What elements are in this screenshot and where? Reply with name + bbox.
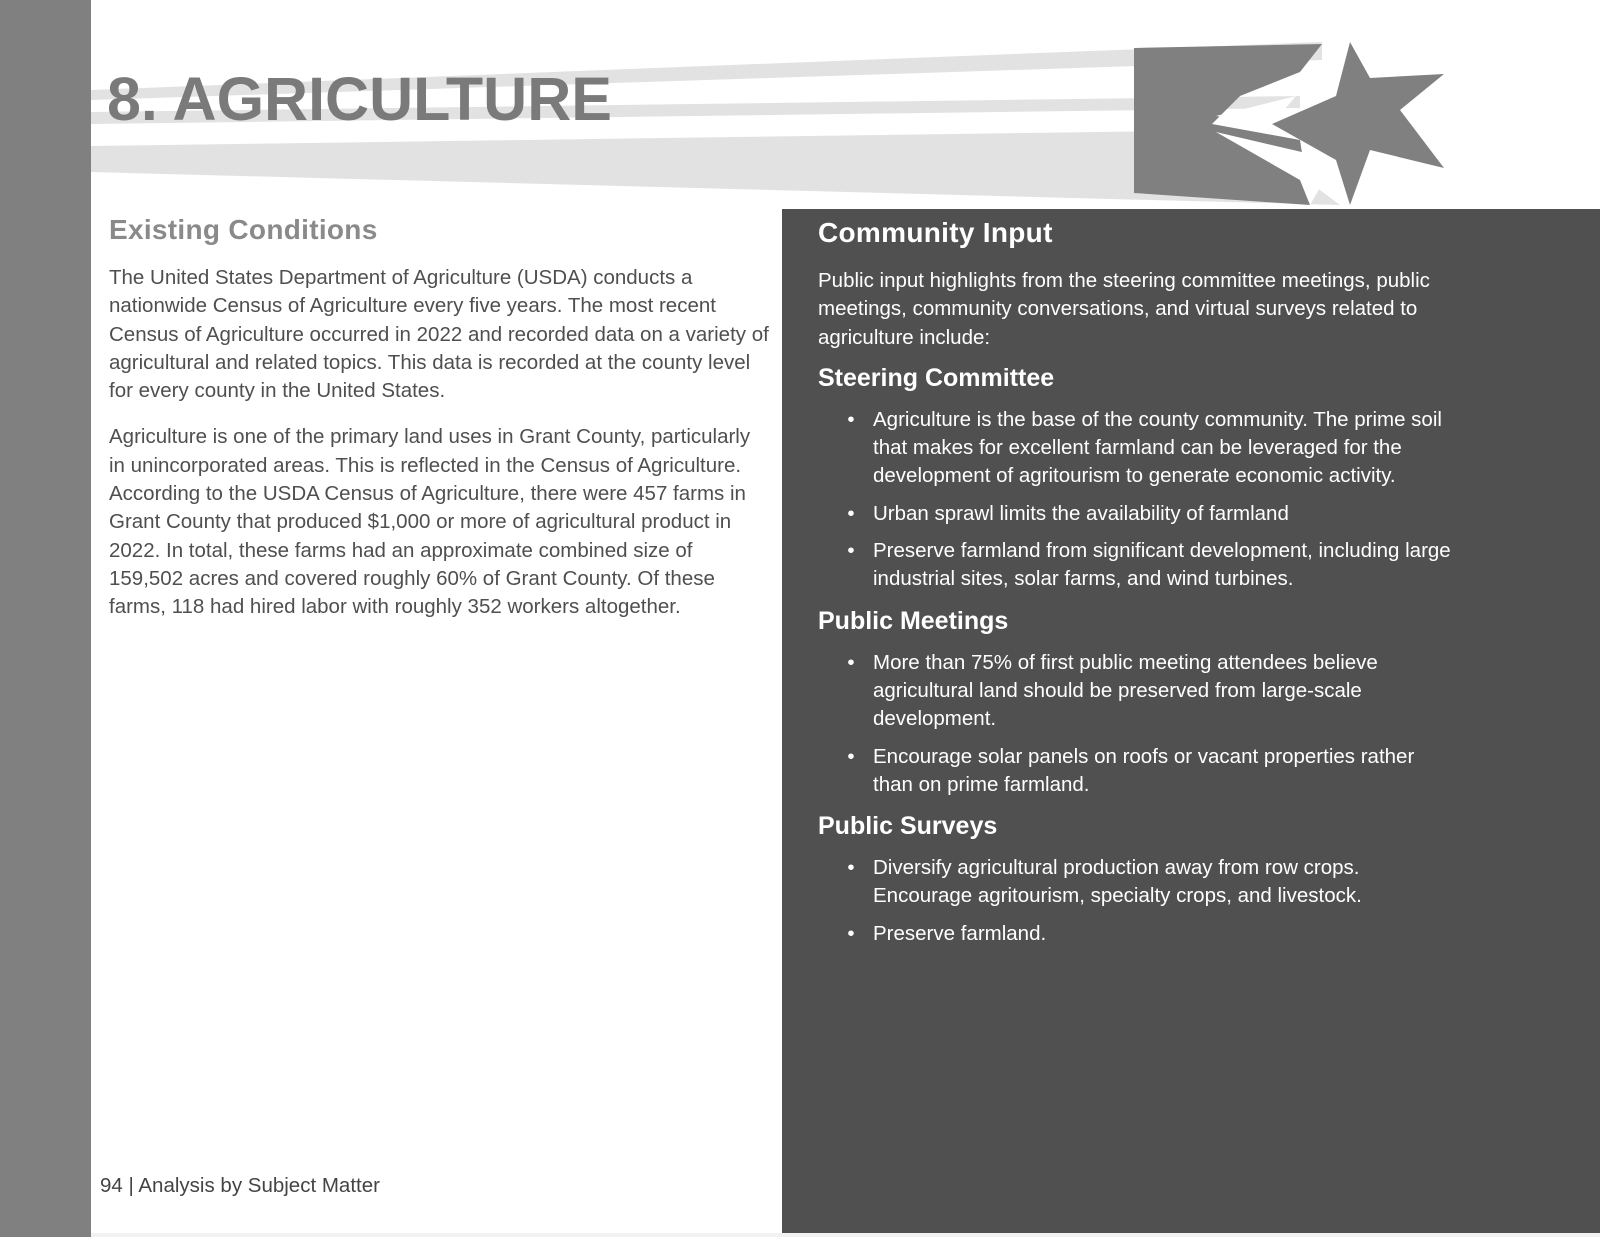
list-item-text: Agriculture is the base of the county community. The prime soil that makes for excellent farmland can be leveraged for the development of agritourism to generate economic activity. <box>873 407 1442 488</box>
list-item-text: Preserve farmland. <box>873 921 1047 945</box>
public-surveys-heading: Public Surveys <box>818 812 998 841</box>
list-item <box>818 649 1458 734</box>
list-item-text: Encourage solar panels on roofs or vacant properties rather than on prime farmland. <box>873 744 1415 796</box>
bullet-icon: • <box>847 856 855 880</box>
bullet-icon: • <box>847 921 855 945</box>
public-surveys-list <box>818 854 1458 948</box>
list-item-text: More than 75% of first public meeting attendees believe agricultural land should be preserved from large-scale development. <box>873 650 1378 731</box>
public-meetings-heading: Public Meetings <box>818 606 1009 635</box>
bullet-icon: • <box>847 650 855 674</box>
existing-conditions-paragraph: The United States Department of Agriculture (USDA) conducts a nationwide Census of Agriculture every five years. The most recent Census of Agriculture occurred in 2022 and recorded data on a variety of agricultural and related topics. This data is recorded at the county level for every county in the United States. <box>109 266 769 403</box>
steering-committee-list <box>818 406 1458 594</box>
existing-conditions-section <box>109 210 769 640</box>
list-item-text: Urban sprawl limits the availability of farmland <box>873 501 1289 525</box>
chapter-title: 8. AGRICULTURE <box>107 65 612 133</box>
list-item <box>818 920 1458 948</box>
bullet-icon: • <box>847 407 855 431</box>
existing-conditions-paragraph: Agriculture is one of the primary land uses in Grant County, particularly in unincorporated areas. This is reflected in the Census of Agriculture. According to the USDA Census of Agriculture, there were 457 farms in Grant County that produced $1,000 or more of agricultural product in 2022. In total, these farms had an approximate combined size of 159,502 acres and covered roughly 60% of Grant County. Of these farms, 118 had hired labor with roughly 352 workers altogether. <box>109 425 751 619</box>
bullet-icon: • <box>847 744 855 768</box>
bullet-icon: • <box>847 539 855 563</box>
page-footer: 94 | Analysis by Subject Matter <box>100 1174 380 1197</box>
existing-conditions-heading: Existing Conditions <box>109 214 378 245</box>
bullet-icon: • <box>847 501 855 525</box>
community-input-heading: Community Input <box>818 217 1053 248</box>
community-input-panel <box>782 209 1600 1237</box>
list-item-text: Diversify agricultural production away from row crops. Encourage agritourism, specialty crops, and livestock. <box>873 856 1362 908</box>
list-item <box>818 500 1458 528</box>
list-item <box>818 406 1458 491</box>
list-item-text: Preserve farmland from significant development, including large industrial sites, solar farms, and wind turbines. <box>873 539 1451 591</box>
community-input-content <box>818 213 1458 957</box>
steering-committee-heading: Steering Committee <box>818 363 1055 392</box>
list-item <box>818 743 1458 800</box>
public-meetings-list <box>818 649 1458 799</box>
community-input-intro: Public input highlights from the steering committee meetings, public meetings, community conversations, and virtual surveys related to agriculture include: <box>818 269 1430 349</box>
bottom-edge-strip <box>91 1233 1600 1237</box>
list-item <box>818 537 1458 594</box>
list-item <box>818 854 1458 911</box>
